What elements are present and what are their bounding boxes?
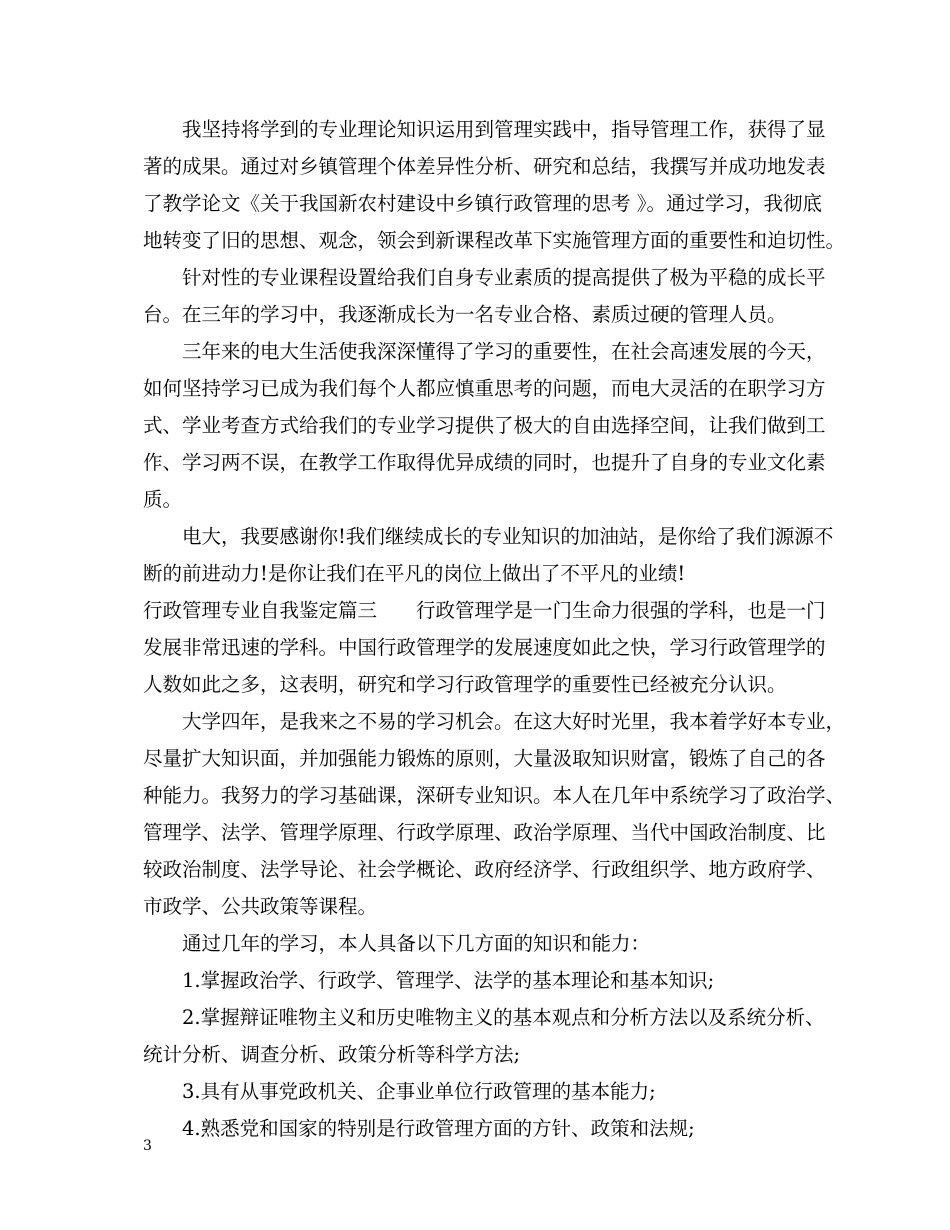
text-line: 大学四年，是我来之不易的学习机会。在这大好时光里，我本着学好本专业， xyxy=(143,710,846,733)
list-item-line: 2.掌握辩证唯物主义和历史唯物主义的基本观点和分析方法以及系统分析、 xyxy=(143,1006,825,1029)
text-line: 尽量扩大知识面，并加强能力锻炼的原则，大量汲取知识财富，锻炼了自己的各 xyxy=(143,747,826,770)
text-line: 如何坚持学习已成为我们每个人都应慎重思考的问题，而电大灵活的在职学习方 xyxy=(143,377,826,400)
text-line: 台。在三年的学习中，我逐渐成长为一名专业合格、素质过硬的管理人员。 xyxy=(143,303,787,326)
text-line: 管理学、法学、管理学原理、行政学原理、政治学原理、当代中国政治制度、比 xyxy=(143,821,826,844)
text-line: 较政治制度、法学导论、社会学概论、政府经济学、行政组织学、地方政府学、 xyxy=(143,858,826,881)
text-line: 式、学业考查方式给我们的专业学习提供了极大的自由选择空间，让我们做到工 xyxy=(143,414,826,437)
text-line: 我坚持将学到的专业理论知识运用到管理实践中，指导管理工作，获得了显 xyxy=(143,118,826,141)
text-line: 著的成果。通过对乡镇管理个体差异性分析、研究和总结，我撰写并成功地发表 xyxy=(143,155,826,178)
text-line: 针对性的专业课程设置给我们自身专业素质的提高提供了极为平稳的成长平 xyxy=(143,266,826,289)
text-line: 人数如此之多，这表明，研究和学习行政管理学的重要性已经被充分认识。 xyxy=(143,673,787,696)
text-line: 发展非常迅速的学科。中国行政管理学的发展速度如此之快，学习行政管理学的 xyxy=(143,636,826,659)
text-line: 三年来的电大生活使我深深懂得了学习的重要性，在社会高速发展的今天， xyxy=(143,340,826,363)
page-number: 3 xyxy=(143,1138,152,1154)
list-item-line: 统计分析、调查分析、政策分析等科学方法; xyxy=(143,1043,521,1066)
list-item-line: 3.具有从事党政机关、企事业单位行政管理的基本能力; xyxy=(143,1080,656,1103)
list-item-line: 1.掌握政治学、行政学、管理学、法学的基本理论和基本知识; xyxy=(143,969,715,992)
text-line: 了教学论文《关于我国新农村建设中乡镇行政管理的思考 》。通过学习，我彻底 xyxy=(143,192,822,215)
text-line: 通过几年的学习，本人具备以下几方面的知识和能力： xyxy=(143,932,651,955)
text-line: 地转变了旧的思想、观念，领会到新课程改革下实施管理方面的重要性和迫切性。 xyxy=(143,229,846,252)
text-line: 作、学习两不误，在教学工作取得优异成绩的同时，也提升了自身的专业文化素 xyxy=(143,451,826,474)
text-line: 电大，我要感谢你!我们继续成长的专业知识的加油站，是你给了我们源源不 xyxy=(143,525,834,548)
text-line: 种能力。我努力的学习基础课，深研专业知识。本人在几年中系统学习了政治学、 xyxy=(143,784,846,807)
section-heading-line: 行政管理专业自我鉴定篇三 行政管理学是一门生命力很强的学科，也是一门 xyxy=(143,599,826,622)
text-line: 质。 xyxy=(143,488,183,511)
text-line: 市政学、公共政策等课程。 xyxy=(143,895,378,918)
list-item-line: 4.熟悉党和国家的特别是行政管理方面的方针、政策和法规; xyxy=(143,1117,695,1140)
text-line: 断的前进动力!是你让我们在平凡的岗位上做出了不平凡的业绩! xyxy=(143,562,686,585)
